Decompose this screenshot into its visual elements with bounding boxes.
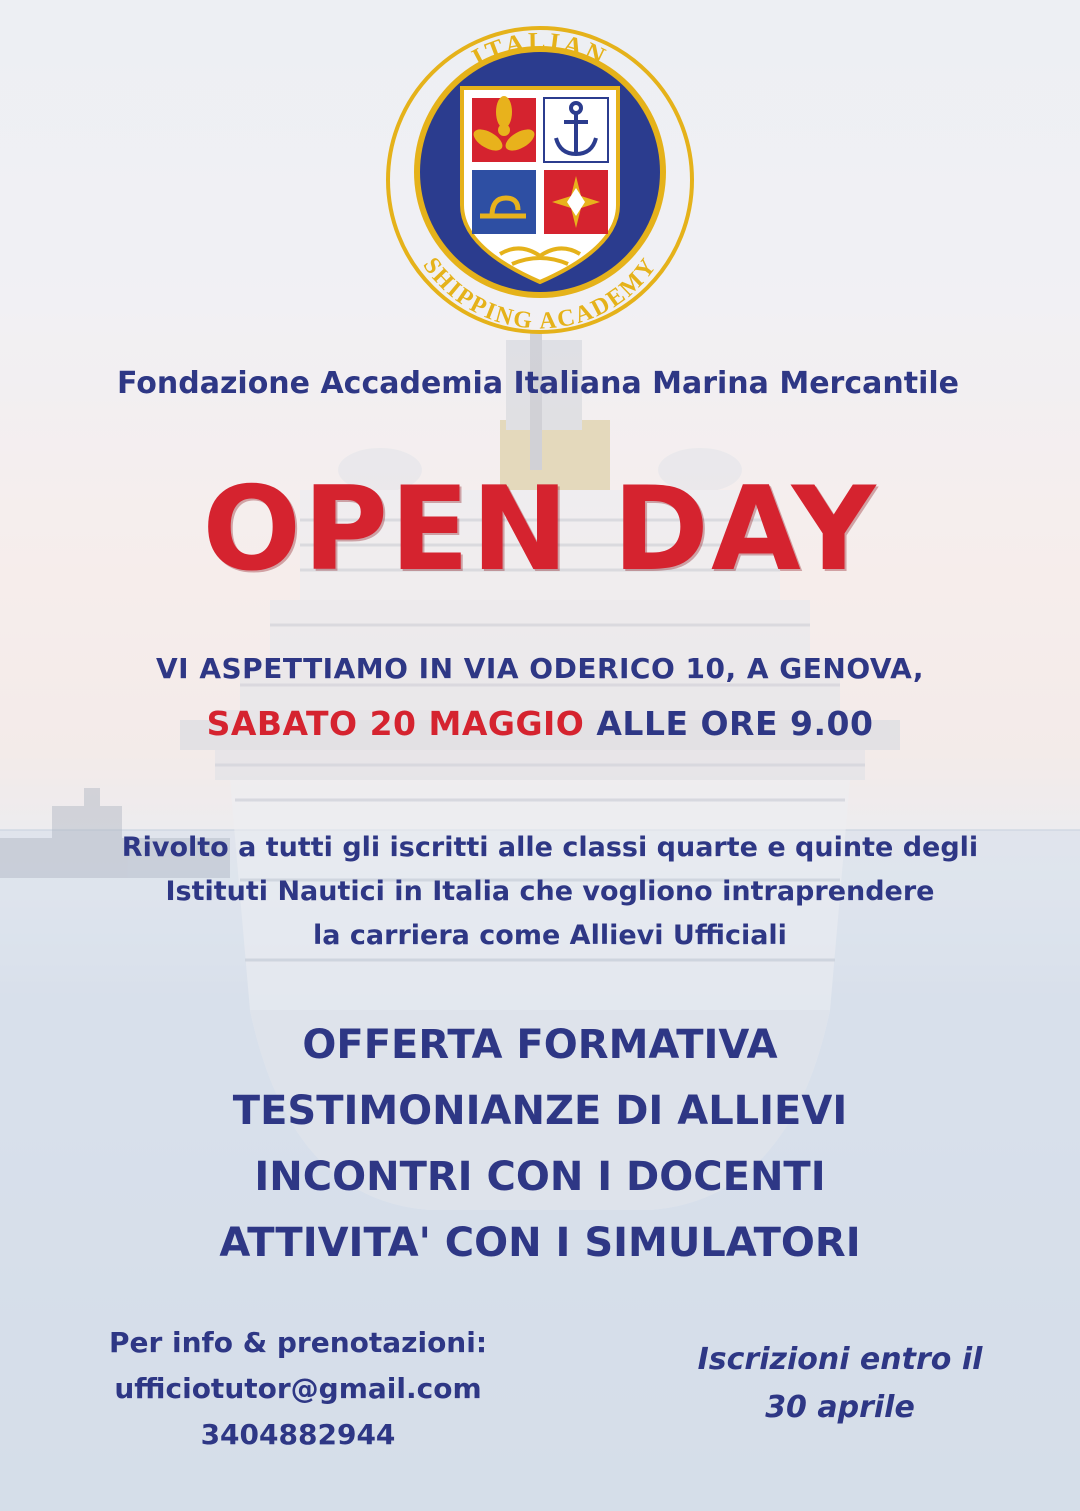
deadline-line-2: 30 aprile [765, 1390, 915, 1425]
audience-line: Istituti Nautici in Italia che vogliono intraprendere [165, 876, 935, 907]
audience-description [80, 826, 1020, 958]
contact-email[interactable]: ufficiotutor@gmail.com [114, 1372, 482, 1405]
organization-name: Fondazione Accademia Italiana Marina Mercantile [116, 366, 959, 401]
event-time: ALLE ORE 9.00 [596, 704, 874, 743]
event-datetime [60, 704, 1020, 743]
audience-line: Rivolto a tutti gli iscritti alle classi quarte e quinte degli [121, 832, 979, 863]
event-date: SABATO 20 MAGGIO [206, 704, 585, 743]
logo-bottom-text: SHIPPING ACADEMY [417, 252, 663, 335]
contact-info [78, 1320, 518, 1458]
event-location: VI ASPETTIAMO IN VIA ODERICO 10, A GENOVA, [156, 652, 924, 685]
deadline-line-1: Iscrizioni entro il [697, 1342, 983, 1377]
contact-label: Per info & prenotazioni: [108, 1326, 488, 1359]
program-list [60, 1012, 1020, 1276]
event-title: OPEN DAY [202, 462, 878, 597]
program-item: ATTIVITA' CON I SIMULATORI [219, 1220, 861, 1266]
program-item: OFFERTA FORMATIVA [302, 1022, 778, 1068]
registration-deadline [640, 1336, 1040, 1432]
audience-line: la carriera come Allievi Ufficiali [313, 920, 787, 951]
program-item: INCONTRI CON I DOCENTI [254, 1154, 826, 1200]
contact-phone[interactable]: 3404882944 [200, 1418, 396, 1451]
shipping-academy-logo [380, 20, 700, 340]
logo-top-text: ITALIAN [467, 26, 613, 73]
program-item: TESTIMONIANZE DI ALLIEVI [232, 1088, 848, 1134]
